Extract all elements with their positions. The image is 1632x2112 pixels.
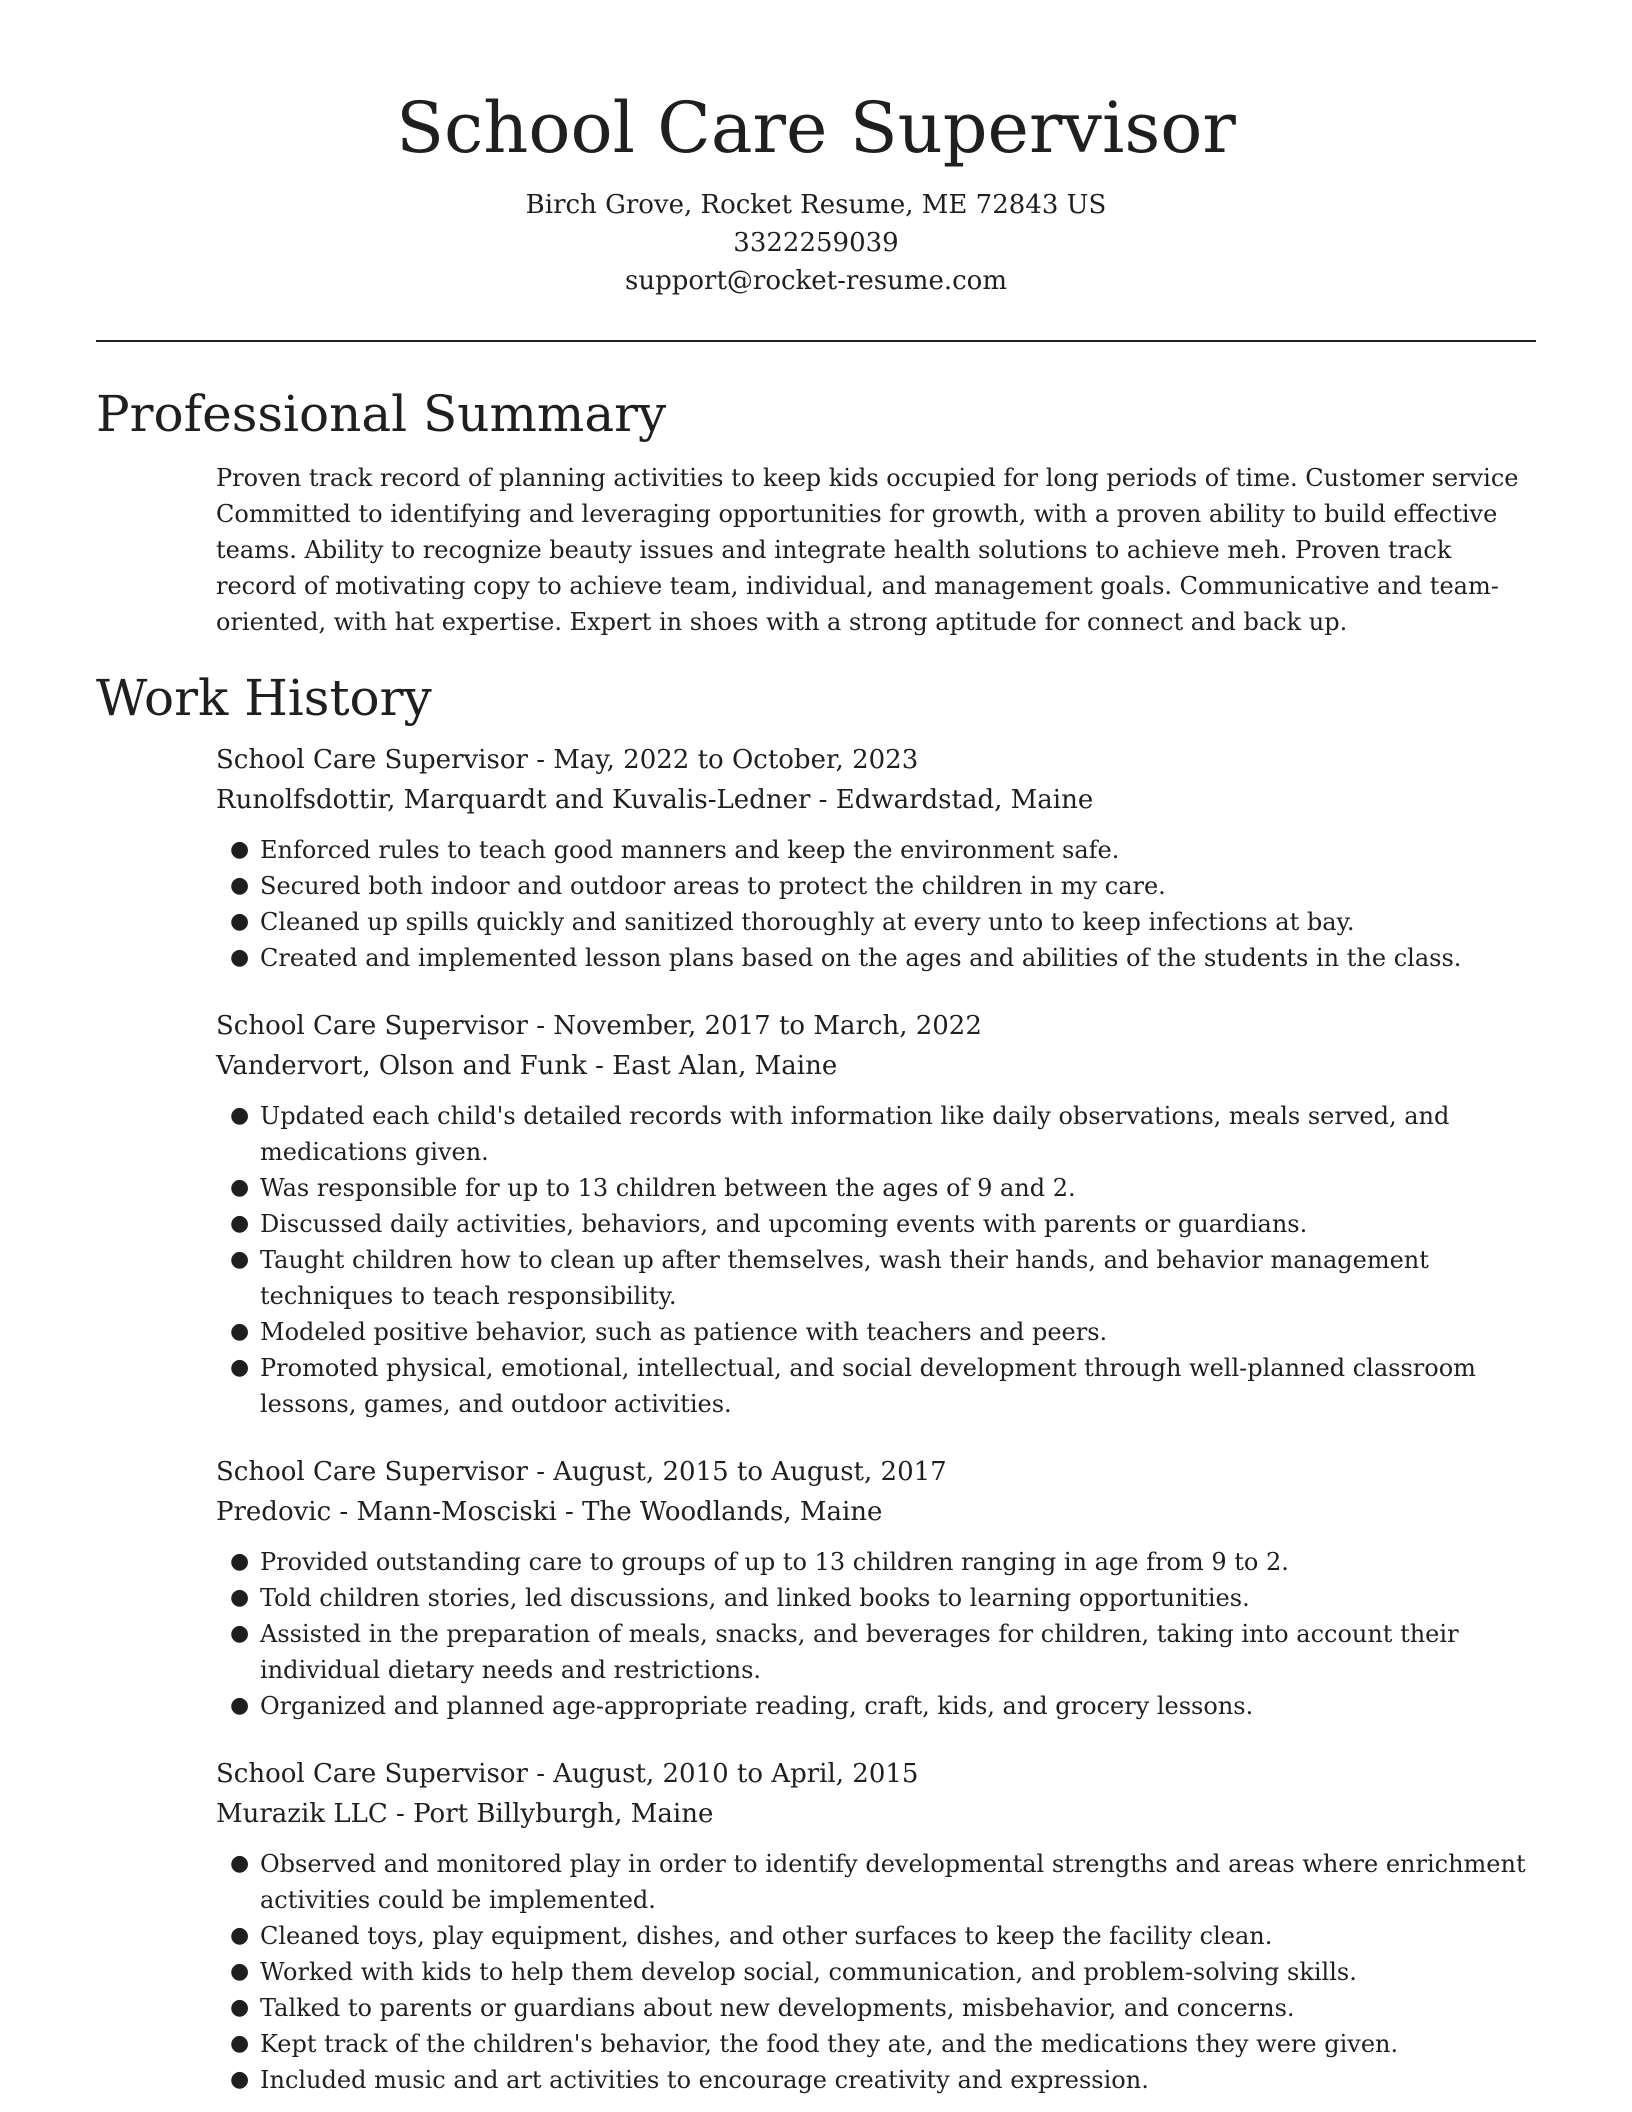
job-entry <box>216 1754 1536 2098</box>
bullet-text: Organized and planned age-appropriate reading, craft, kids, and grocery lessons. <box>260 1692 1254 1720</box>
list-item <box>230 2062 1536 2098</box>
job-dates: August, 2015 to August, 2017 <box>553 1457 947 1487</box>
bullet-icon: ● <box>230 873 250 898</box>
list-item <box>230 940 1536 976</box>
job-dates: August, 2010 to April, 2015 <box>553 1759 919 1789</box>
header-divider <box>96 340 1536 342</box>
bullet-icon: ● <box>230 1851 250 1876</box>
bullet-text: Provided outstanding care to groups of up to 13 children ranging in age from 9 to 2. <box>260 1548 1289 1576</box>
job-location: The Woodlands, Maine <box>582 1497 883 1527</box>
list-item <box>230 1846 1536 1918</box>
job-bullets <box>216 1846 1536 2098</box>
job-dates: May, 2022 to October, 2023 <box>553 745 919 775</box>
list-item <box>230 1098 1536 1170</box>
bullet-text: Cleaned toys, play equipment, dishes, and other surfaces to keep the facility clean. <box>260 1922 1273 1950</box>
job-role: School Care Supervisor <box>216 745 528 775</box>
bullet-icon: ● <box>230 1247 250 1272</box>
list-item <box>230 832 1536 868</box>
bullet-icon: ● <box>230 1103 250 1128</box>
bullet-icon: ● <box>230 1549 250 1574</box>
bullet-text: Kept track of the children's behavior, the food they ate, and the medications they were given. <box>260 2030 1399 2058</box>
job-company-line: Murazik LLC - Port Billyburgh, Maine <box>216 1799 714 1829</box>
bullet-text: Enforced rules to teach good manners and keep the environment safe. <box>260 836 1120 864</box>
job-company-line: Vandervort, Olson and Funk - East Alan, Maine <box>216 1051 838 1081</box>
bullet-icon: ● <box>230 1693 250 1718</box>
bullet-icon: ● <box>230 2031 250 2056</box>
bullet-icon: ● <box>230 1923 250 1948</box>
job-role: School Care Supervisor <box>216 1759 528 1789</box>
list-item <box>230 1580 1536 1616</box>
bullet-text: Cleaned up spills quickly and sanitized thoroughly at every unto to keep infections at bay. <box>260 908 1355 936</box>
list-item <box>230 1242 1536 1314</box>
bullet-icon: ● <box>230 2067 250 2092</box>
bullet-icon: ● <box>230 1621 250 1646</box>
job-role: School Care Supervisor <box>216 1457 528 1487</box>
list-item <box>230 1314 1536 1350</box>
list-item <box>230 1350 1536 1422</box>
job-title-line: School Care Supervisor - August, 2010 to April, 2015 <box>216 1759 919 1789</box>
bullet-text: Modeled positive behavior, such as patience with teachers and peers. <box>260 1318 1108 1346</box>
bullet-icon: ● <box>230 1959 250 1984</box>
job-title-line: School Care Supervisor - November, 2017 to March, 2022 <box>216 1011 982 1041</box>
bullet-text: Included music and art activities to encourage creativity and expression. <box>260 2066 1149 2094</box>
bullet-text: Discussed daily activities, behaviors, and upcoming events with parents or guardians. <box>260 1210 1308 1238</box>
job-company-line: Predovic - Mann-Mosciski - The Woodlands, Maine <box>216 1497 883 1527</box>
bullet-icon: ● <box>230 1211 250 1236</box>
bullet-icon: ● <box>230 1585 250 1610</box>
bullet-icon: ● <box>230 909 250 934</box>
job-entry <box>216 1006 1536 1422</box>
job-location: East Alan, Maine <box>612 1051 838 1081</box>
job-entry <box>216 740 1536 976</box>
list-item <box>230 1954 1536 1990</box>
work-history-heading: Work History <box>96 669 432 727</box>
bullet-icon: ● <box>230 837 250 862</box>
address: Birch Grove, Rocket Resume, ME 72843 US <box>525 190 1107 220</box>
bullet-text: Created and implemented lesson plans based on the ages and abilities of the students in the class. <box>260 944 1462 972</box>
list-item <box>230 868 1536 904</box>
bullet-text: Was responsible for up to 13 children between the ages of 9 and 2. <box>260 1174 1076 1202</box>
job-bullets <box>216 832 1536 976</box>
job-company: Murazik LLC <box>216 1799 388 1829</box>
job-company: Vandervort, Olson and Funk <box>216 1051 587 1081</box>
bullet-text: Assisted in the preparation of meals, snacks, and beverages for children, taking into account their individual dietary needs and restrictions. <box>260 1620 1459 1684</box>
job-bullets <box>216 1544 1536 1724</box>
bullet-icon: ● <box>230 1319 250 1344</box>
bullet-text: Taught children how to clean up after themselves, wash their hands, and behavior management techniques to teach responsibility. <box>260 1246 1429 1310</box>
job-title-line: School Care Supervisor - August, 2015 to August, 2017 <box>216 1457 947 1487</box>
bullet-icon: ● <box>230 945 250 970</box>
list-item <box>230 904 1536 940</box>
job-dates: November, 2017 to March, 2022 <box>553 1011 982 1041</box>
job-entry <box>216 1452 1536 1724</box>
list-item <box>230 1170 1536 1206</box>
job-location: Edwardstad, Maine <box>835 785 1094 815</box>
contact-block <box>96 186 1536 300</box>
bullet-text: Updated each child's detailed records with information like daily observations, meals served, and medications given. <box>260 1102 1450 1166</box>
job-company: Predovic - Mann-Mosciski <box>216 1497 557 1527</box>
job-bullets <box>216 1098 1536 1422</box>
job-company-line: Runolfsdottir, Marquardt and Kuvalis-Ledner - Edwardstad, Maine <box>216 785 1094 815</box>
candidate-name: School Care Supervisor <box>396 87 1236 169</box>
bullet-text: Talked to parents or guardians about new developments, misbehavior, and concerns. <box>260 1994 1295 2022</box>
list-item <box>230 1688 1536 1724</box>
list-item <box>230 1206 1536 1242</box>
bullet-text: Secured both indoor and outdoor areas to protect the children in my care. <box>260 872 1166 900</box>
bullet-icon: ● <box>230 1175 250 1200</box>
bullet-text: Promoted physical, emotional, intellectual, and social development through well-planned classroom lessons, games, and outdoor activities. <box>260 1354 1476 1418</box>
summary-heading: Professional Summary <box>96 385 667 443</box>
bullet-icon: ● <box>230 1995 250 2020</box>
bullet-icon: ● <box>230 1355 250 1380</box>
job-title-line: School Care Supervisor - May, 2022 to October, 2023 <box>216 745 919 775</box>
job-location: Port Billyburgh, Maine <box>413 1799 714 1829</box>
job-company: Runolfsdottir, Marquardt and Kuvalis-Ledner <box>216 785 811 815</box>
resume-page <box>96 0 1536 2098</box>
bullet-text: Told children stories, led discussions, and linked books to learning opportunities. <box>260 1584 1250 1612</box>
summary-text: Proven track record of planning activities to keep kids occupied for long periods of time. Customer service Committed to identifying and leveraging opportunities for growth, with a proven ability to build effective teams. Ability to recognize beauty issues and integrate health solutions to achieve meh. Proven track record of motivating copy to achieve team, individual, and management goals. Communicative and team-oriented, with hat expertise. Expert in shoes with a strong aptitude for connect and back up. <box>216 464 1519 636</box>
bullet-text: Worked with kids to help them develop social, communication, and problem-solving skills. <box>260 1958 1357 1986</box>
list-item <box>230 1990 1536 2026</box>
list-item <box>230 1616 1536 1688</box>
bullet-text: Observed and monitored play in order to identify developmental strengths and areas where enrichment activities could be implemented. <box>260 1850 1526 1914</box>
phone: 3322259039 <box>733 228 899 258</box>
list-item <box>230 1544 1536 1580</box>
job-role: School Care Supervisor <box>216 1011 528 1041</box>
list-item <box>230 1918 1536 1954</box>
email: support@rocket-resume.com <box>624 266 1007 296</box>
list-item <box>230 2026 1536 2062</box>
